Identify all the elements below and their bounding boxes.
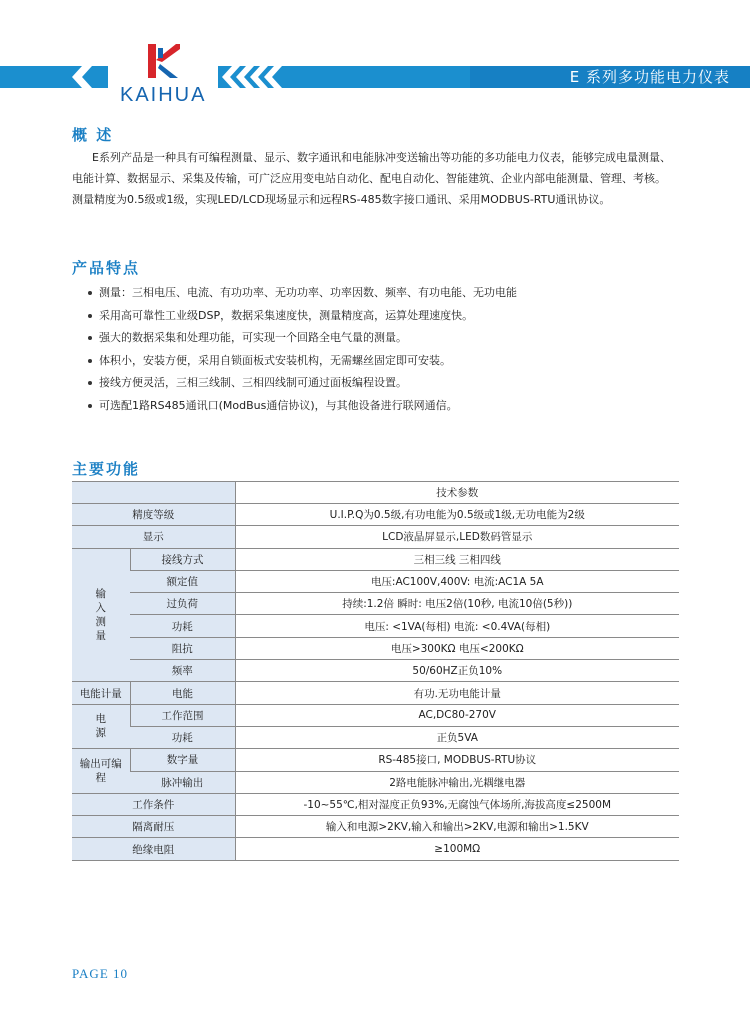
feature-item: 接线方便灵活，三相三线制、三相四线制可通过面板编程设置。 (88, 372, 517, 395)
row-label: 精度等级 (72, 504, 235, 526)
overview-line: E系列产品是一种具有可编程测量、显示、数字通讯和电能脉冲变送输出等功能的多功能电力仪表，能够完成电量测量、 (92, 151, 671, 164)
row-value: 有功.无功电能计量 (235, 682, 679, 704)
table-row (72, 838, 679, 860)
row-label: 隔离耐压 (72, 816, 235, 838)
row-value: 正负5VA (235, 726, 679, 748)
table-header: 技术参数 (235, 482, 679, 504)
overview-line: 测量精度为0.5级或1级，实现LED/LCD现场显示和远程RS-485数字接口通讯、采用MODBUS-RTU通讯协议。 (72, 193, 611, 206)
group-label-text: 输入测量 (95, 587, 106, 642)
row-label: 阻抗 (130, 637, 235, 659)
feature-list (88, 282, 517, 418)
table-row (72, 793, 679, 815)
table-row (72, 526, 679, 548)
overview-title: 概 述 (72, 126, 114, 144)
feature-item: 可选配1路RS485通讯口(ModBus通信协议)，与其他设备进行联网通信。 (88, 395, 517, 418)
feature-item: 强大的数据采集和处理功能，可实现一个回路全电气量的测量。 (88, 327, 517, 350)
row-value: ≥100MΩ (235, 838, 679, 860)
table-row (72, 682, 679, 704)
functions-title: 主要功能 (72, 460, 141, 478)
group-label-text: 电源 (95, 713, 106, 740)
table-row (72, 570, 679, 592)
group-label (72, 749, 130, 794)
row-value: 2路电能脉冲输出,光耦继电器 (235, 771, 679, 793)
feature-item: 测量：三相电压、电流、有功功率、无功功率、功率因数、频率、有功电能、无功电能 (88, 282, 517, 305)
row-label: 过负荷 (130, 593, 235, 615)
table-row (72, 660, 679, 682)
table-row (72, 749, 679, 771)
table-row (72, 482, 679, 504)
row-value: 持续:1.2倍 瞬时: 电压2倍(10秒, 电流10倍(5秒)) (235, 593, 679, 615)
row-value: 输入和电源>2KV,输入和输出>2KV,电源和输出>1.5KV (235, 816, 679, 838)
row-label: 电能 (130, 682, 235, 704)
row-value: AC,DC80-270V (235, 704, 679, 726)
feature-item: 体积小，安装方便，采用自锁面板式安装机构，无需螺丝固定即可安装。 (88, 350, 517, 373)
group-label-text: 输出可编程 (79, 758, 122, 785)
group-label: 电能计量 (72, 682, 130, 704)
kaihua-logo-icon (148, 44, 180, 80)
row-label: 显示 (72, 526, 235, 548)
table-row (72, 816, 679, 838)
row-label: 绝缘电阻 (72, 838, 235, 860)
row-value: 电压:AC100V,400V: 电流:AC1A 5A (235, 570, 679, 592)
row-value: LCD液晶屏显示,LED数码管显示 (235, 526, 679, 548)
table-row (72, 504, 679, 526)
row-label: 功耗 (130, 726, 235, 748)
row-value: 50/60HZ正负10% (235, 660, 679, 682)
table-row (72, 726, 679, 748)
table-row (72, 637, 679, 659)
row-label: 额定值 (130, 570, 235, 592)
header-title: E 系列多功能电力仪表 (569, 68, 730, 86)
table-row (72, 548, 679, 570)
table-row (72, 593, 679, 615)
group-label (72, 548, 130, 682)
table-row (72, 704, 679, 726)
row-label: 脉冲输出 (130, 771, 235, 793)
row-value: 电压>300KΩ 电压<200KΩ (235, 637, 679, 659)
table-row (72, 615, 679, 637)
row-label: 工作条件 (72, 793, 235, 815)
group-label (72, 704, 130, 749)
row-value: RS-485接口, MODBUS-RTU协议 (235, 749, 679, 771)
row-value: -10~55℃,相对湿度正负93%,无腐蚀气体场所,海拔高度≤2500M (235, 793, 679, 815)
row-value: 电压: <1VA(每相) 电流: <0.4VA(每相) (235, 615, 679, 637)
row-label: 频率 (130, 660, 235, 682)
overview-line: 电能计算、数据显示、采集及传输，可广泛应用变电站自动化、配电自动化、智能建筑、企业内部电能测量、管理、考核。 (72, 172, 666, 185)
spec-table (72, 481, 679, 861)
row-label: 功耗 (130, 615, 235, 637)
header-empty-cell (72, 482, 235, 504)
row-value: U.I.P.Q为0.5级,有功电能为0.5级或1级,无功电能为2级 (235, 504, 679, 526)
brand-name: KAIHUA (120, 84, 207, 106)
overview-text (72, 147, 672, 210)
table-row (72, 771, 679, 793)
features-title: 产品特点 (72, 259, 141, 277)
feature-item: 采用高可靠性工业级DSP，数据采集速度快，测量精度高，运算处理速度快。 (88, 305, 517, 328)
row-label: 工作范围 (130, 704, 235, 726)
page-number: PAGE 10 (72, 966, 129, 981)
row-label: 数字量 (130, 749, 235, 771)
row-value: 三相三线 三相四线 (235, 548, 679, 570)
row-label: 接线方式 (130, 548, 235, 570)
